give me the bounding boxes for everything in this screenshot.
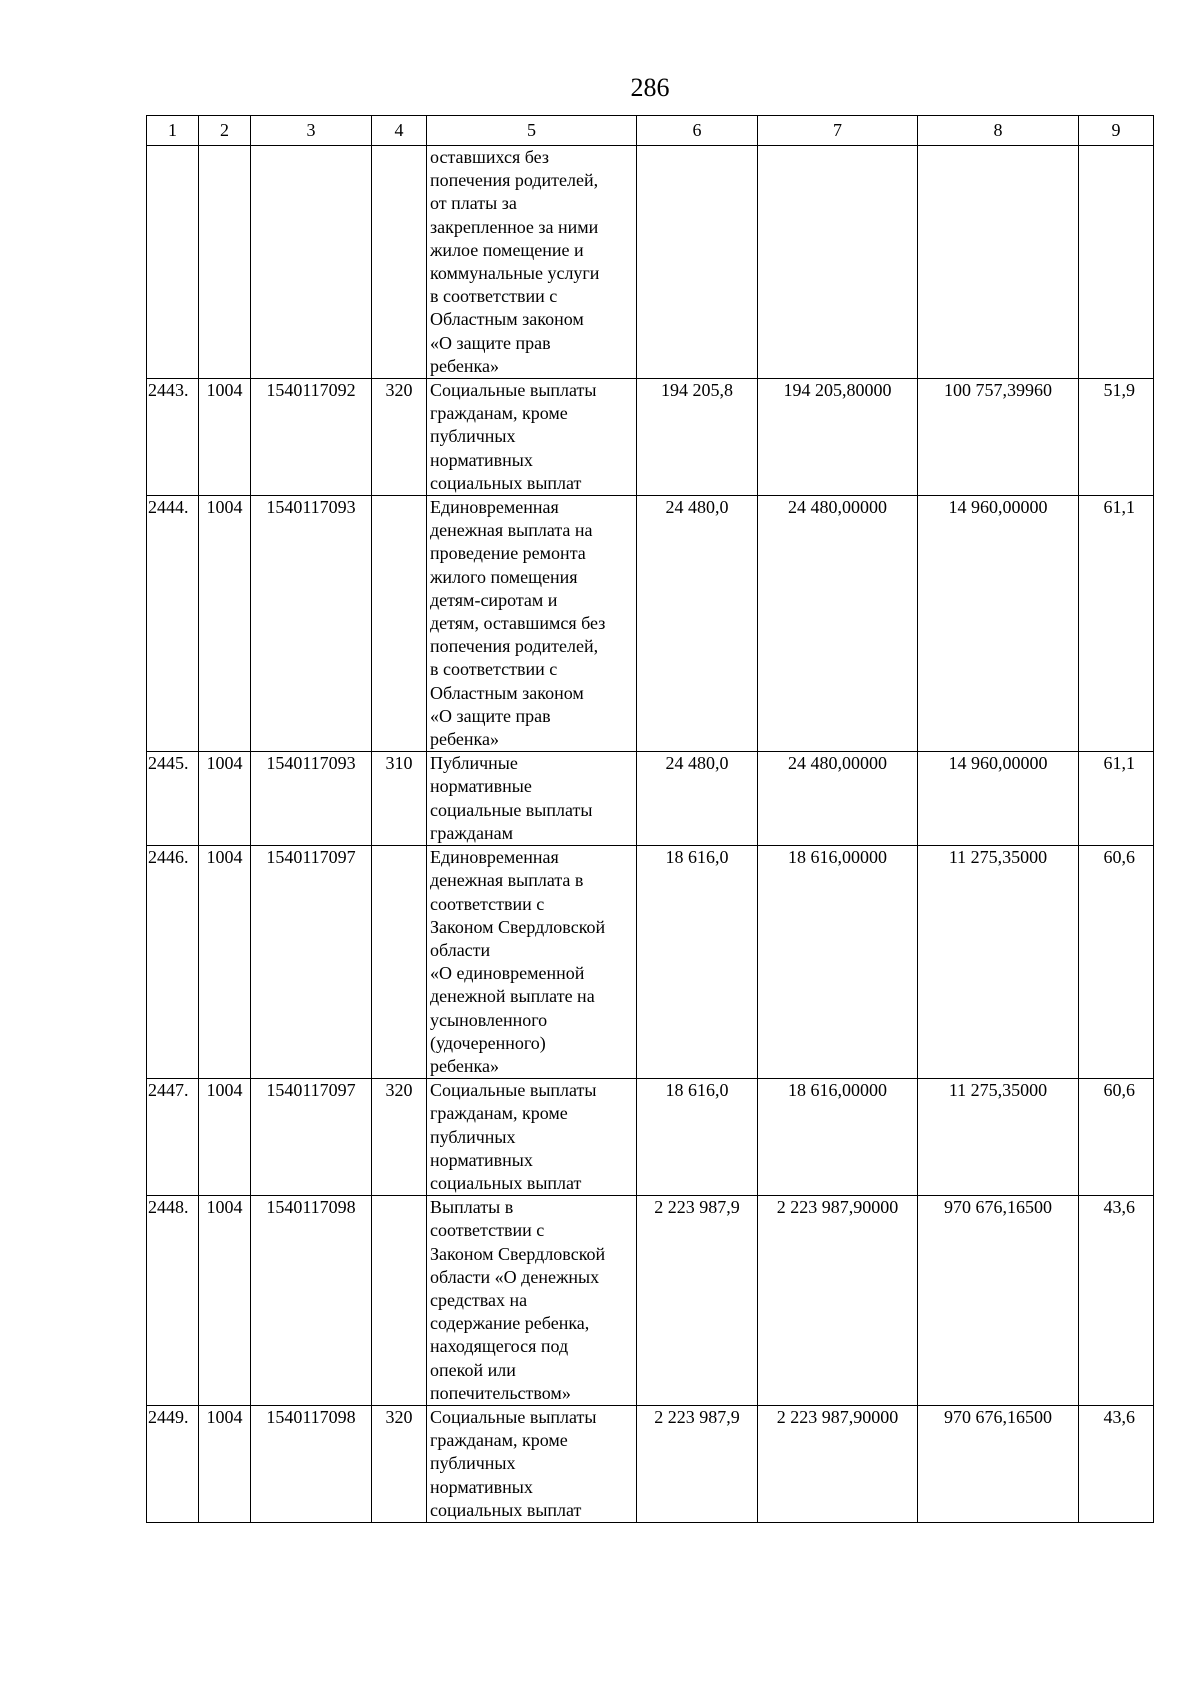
description-line: области «О денежных <box>430 1266 600 1287</box>
description-line: нормативных <box>430 1476 533 1497</box>
description-line: закрепленное за ними <box>430 216 599 237</box>
row-number-cell <box>147 146 199 379</box>
revised-amount-cell: 2 223 987,90000 <box>758 1196 918 1406</box>
section-code-cell: 1004 <box>199 752 251 846</box>
description-line: «О защите прав <box>430 705 551 726</box>
description-line: в соответствии с <box>430 659 558 680</box>
budget-table <box>146 115 1154 1523</box>
description-line: Социальные выплаты <box>430 1406 597 1427</box>
description-line: публичных <box>430 1126 516 1147</box>
executed-amount-cell: 14 960,00000 <box>918 752 1079 846</box>
planned-amount-cell: 24 480,0 <box>637 496 758 752</box>
column-header: 4 <box>372 116 427 146</box>
target-code-cell: 1540117097 <box>251 846 372 1079</box>
row-number-cell: 2444. <box>147 496 199 752</box>
expense-type-cell: 320 <box>372 379 427 496</box>
target-code-cell: 1540117092 <box>251 379 372 496</box>
column-header: 1 <box>147 116 199 146</box>
expense-type-cell <box>372 846 427 1079</box>
description-line: социальных выплат <box>430 472 582 493</box>
description-line: нормативные <box>430 776 532 797</box>
planned-amount-cell: 2 223 987,9 <box>637 1405 758 1522</box>
description-line: социальных выплат <box>430 1172 582 1193</box>
column-header: 8 <box>918 116 1079 146</box>
description-line: нормативных <box>430 449 533 470</box>
table-row <box>147 1405 1154 1522</box>
description-line: от платы за <box>430 193 517 214</box>
target-code-cell: 1540117093 <box>251 496 372 752</box>
planned-amount-cell: 2 223 987,9 <box>637 1196 758 1406</box>
planned-amount-cell: 18 616,0 <box>637 846 758 1079</box>
table-body <box>147 116 1154 1523</box>
description-line: Единовременная <box>430 847 559 868</box>
planned-amount-cell: 194 205,8 <box>637 379 758 496</box>
description-cell <box>427 1405 637 1522</box>
row-number-cell: 2446. <box>147 846 199 1079</box>
executed-amount-cell: 11 275,35000 <box>918 1079 1079 1196</box>
section-code-cell: 1004 <box>199 379 251 496</box>
description-cell <box>427 752 637 846</box>
description-line: детям, оставшимся без <box>430 613 606 634</box>
revised-amount-cell: 18 616,00000 <box>758 846 918 1079</box>
execution-percent-cell: 43,6 <box>1079 1196 1154 1406</box>
revised-amount-cell: 2 223 987,90000 <box>758 1405 918 1522</box>
description-line: (удочеренного) <box>430 1032 546 1053</box>
table-row <box>147 1079 1154 1196</box>
description-line: социальные выплаты <box>430 799 593 820</box>
target-code-cell <box>251 146 372 379</box>
expense-type-cell <box>372 1196 427 1406</box>
description-line: «О единовременной <box>430 963 585 984</box>
description-line: Областным законом <box>430 682 584 703</box>
description-line: Областным законом <box>430 309 584 330</box>
description-line: области <box>430 939 491 960</box>
description-line: оставшихся без <box>430 147 549 167</box>
planned-amount-cell <box>637 146 758 379</box>
section-code-cell: 1004 <box>199 1405 251 1522</box>
section-code-cell: 1004 <box>199 1196 251 1406</box>
row-number-cell: 2449. <box>147 1405 199 1522</box>
planned-amount-cell: 18 616,0 <box>637 1079 758 1196</box>
column-header: 7 <box>758 116 918 146</box>
column-header: 9 <box>1079 116 1154 146</box>
description-cell <box>427 1196 637 1406</box>
description-line: соответствии с <box>430 1220 545 1241</box>
revised-amount-cell: 24 480,00000 <box>758 496 918 752</box>
description-line: проведение ремонта <box>430 543 586 564</box>
row-number-cell: 2445. <box>147 752 199 846</box>
column-header: 3 <box>251 116 372 146</box>
description-cell <box>427 846 637 1079</box>
table-row <box>147 496 1154 752</box>
execution-percent-cell <box>1079 146 1154 379</box>
table-row <box>147 1196 1154 1406</box>
executed-amount-cell <box>918 146 1079 379</box>
description-line: Единовременная <box>430 497 559 518</box>
description-line: публичных <box>430 1453 516 1474</box>
expense-type-cell: 310 <box>372 752 427 846</box>
target-code-cell: 1540117098 <box>251 1405 372 1522</box>
expense-type-cell: 320 <box>372 1079 427 1196</box>
executed-amount-cell: 970 676,16500 <box>918 1405 1079 1522</box>
description-line: усыновленного <box>430 1009 548 1030</box>
column-header: 5 <box>427 116 637 146</box>
description-line: ребенка» <box>430 729 499 750</box>
table-row <box>147 146 1154 379</box>
description-line: ребенка» <box>430 355 499 376</box>
execution-percent-cell: 61,1 <box>1079 496 1154 752</box>
section-code-cell: 1004 <box>199 496 251 752</box>
description-line: «О защите прав <box>430 332 551 353</box>
table-row <box>147 752 1154 846</box>
table-row <box>147 379 1154 496</box>
description-line: находящегося под <box>430 1336 569 1357</box>
description-line: ребенка» <box>430 1055 499 1076</box>
description-cell <box>427 1079 637 1196</box>
row-number-cell: 2443. <box>147 379 199 496</box>
row-number-cell: 2447. <box>147 1079 199 1196</box>
row-number-cell: 2448. <box>147 1196 199 1406</box>
execution-percent-cell: 61,1 <box>1079 752 1154 846</box>
target-code-cell: 1540117093 <box>251 752 372 846</box>
table-header-row <box>147 116 1154 146</box>
description-line: средствах на <box>430 1289 528 1310</box>
description-line: нормативных <box>430 1149 533 1170</box>
description-line: Законом Свердловской <box>430 916 606 937</box>
description-line: детям-сиротам и <box>430 589 558 610</box>
expense-type-cell <box>372 496 427 752</box>
description-line: содержание ребенка, <box>430 1313 590 1334</box>
description-line: жилого помещения <box>430 566 578 587</box>
execution-percent-cell: 51,9 <box>1079 379 1154 496</box>
section-code-cell: 1004 <box>199 1079 251 1196</box>
executed-amount-cell: 970 676,16500 <box>918 1196 1079 1406</box>
description-line: публичных <box>430 426 516 447</box>
description-line: соответствии с <box>430 893 545 914</box>
description-line: попечения родителей, <box>430 170 599 191</box>
description-line: Законом Свердловской <box>430 1243 606 1264</box>
revised-amount-cell <box>758 146 918 379</box>
target-code-cell: 1540117097 <box>251 1079 372 1196</box>
revised-amount-cell: 18 616,00000 <box>758 1079 918 1196</box>
description-line: гражданам <box>430 822 513 843</box>
description-line: жилое помещение и <box>430 239 584 260</box>
execution-percent-cell: 43,6 <box>1079 1405 1154 1522</box>
target-code-cell: 1540117098 <box>251 1196 372 1406</box>
description-line: в соответствии с <box>430 286 558 307</box>
description-line: попечительством» <box>430 1382 571 1403</box>
description-line: социальных выплат <box>430 1499 582 1520</box>
description-line: опекой или <box>430 1359 516 1380</box>
description-line: Социальные выплаты <box>430 1080 597 1101</box>
executed-amount-cell: 14 960,00000 <box>918 496 1079 752</box>
description-line: попечения родителей, <box>430 636 599 657</box>
description-cell <box>427 146 637 379</box>
execution-percent-cell: 60,6 <box>1079 846 1154 1079</box>
description-line: гражданам, кроме <box>430 403 568 424</box>
description-line: денежной выплате на <box>430 986 595 1007</box>
page-number: 286 <box>630 73 670 102</box>
description-line: гражданам, кроме <box>430 1430 568 1451</box>
executed-amount-cell: 11 275,35000 <box>918 846 1079 1079</box>
section-code-cell: 1004 <box>199 846 251 1079</box>
description-line: Социальные выплаты <box>430 380 597 401</box>
description-cell <box>427 379 637 496</box>
description-line: денежная выплата в <box>430 870 584 891</box>
column-header: 2 <box>199 116 251 146</box>
revised-amount-cell: 24 480,00000 <box>758 752 918 846</box>
expense-type-cell: 320 <box>372 1405 427 1522</box>
description-line: Публичные <box>430 753 518 774</box>
column-header: 6 <box>637 116 758 146</box>
planned-amount-cell: 24 480,0 <box>637 752 758 846</box>
execution-percent-cell: 60,6 <box>1079 1079 1154 1196</box>
expense-type-cell <box>372 146 427 379</box>
executed-amount-cell: 100 757,39960 <box>918 379 1079 496</box>
description-cell <box>427 496 637 752</box>
description-line: денежная выплата на <box>430 520 593 541</box>
section-code-cell <box>199 146 251 379</box>
description-line: Выплаты в <box>430 1197 514 1218</box>
description-line: коммунальные услуги <box>430 263 600 284</box>
table-row <box>147 846 1154 1079</box>
description-line: гражданам, кроме <box>430 1103 568 1124</box>
revised-amount-cell: 194 205,80000 <box>758 379 918 496</box>
